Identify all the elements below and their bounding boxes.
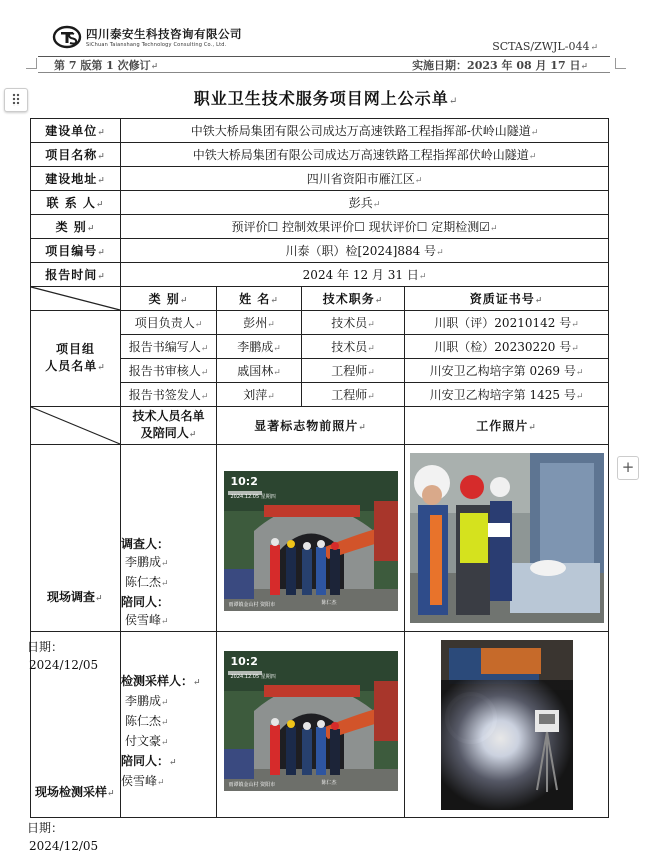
address-value: 四川省资阳市雁江区 ↵ bbox=[121, 167, 609, 191]
sampling-date-label: 日期： bbox=[27, 820, 64, 835]
project-team-label-2: 人员名单 ↵ bbox=[45, 359, 106, 373]
staff-title: 工程师 ↵ bbox=[302, 359, 405, 383]
staff-row bbox=[31, 311, 609, 335]
staff-role: 报告书编写人 ↵ bbox=[121, 335, 217, 359]
contact-label: 联 系 人 ↵ bbox=[31, 191, 121, 215]
document-code: SCTAS/ZWJL-044 ↵ bbox=[492, 40, 598, 53]
margin-corner-mark bbox=[615, 58, 626, 69]
photo-header-row bbox=[31, 407, 609, 445]
sampler-name: 陈仁杰 ↵ bbox=[121, 712, 214, 732]
survey-work-photo bbox=[410, 453, 604, 623]
category-label: 类 别 ↵ bbox=[31, 215, 121, 239]
report-time-label: 报告时间 ↵ bbox=[31, 263, 121, 287]
unit-label: 建设单位 ↵ bbox=[31, 119, 121, 143]
add-row-icon[interactable]: + bbox=[617, 456, 639, 480]
row-address bbox=[31, 167, 609, 191]
diagonal-header-cell bbox=[31, 287, 121, 311]
row-project bbox=[31, 143, 609, 167]
project-team-label bbox=[31, 311, 121, 407]
survey-row bbox=[31, 445, 609, 632]
survey-label: 现场调查↵ bbox=[47, 590, 103, 604]
company-logo bbox=[52, 24, 242, 50]
staff-role: 项目负责人 ↵ bbox=[121, 311, 217, 335]
address-label: 建设地址 ↵ bbox=[31, 167, 121, 191]
names-header-1: 技术人员名单 bbox=[132, 408, 205, 423]
photo-user: 陈仁杰 bbox=[321, 779, 337, 786]
staff-name: 戚国林 ↵ bbox=[217, 359, 302, 383]
names-header bbox=[121, 407, 217, 445]
sampler-name: 李鹏成 ↵ bbox=[121, 692, 214, 712]
page-title: 职业卫生技术服务项目网上公示单 ↵ bbox=[0, 86, 652, 109]
staff-role: 报告书签发人 ↵ bbox=[121, 383, 217, 407]
sampling-tunnel-photo bbox=[224, 651, 398, 791]
staff-header-cert: 资质证书号 ↵ bbox=[405, 287, 609, 311]
staff-title: 工程师 ↵ bbox=[302, 383, 405, 407]
revision-line bbox=[38, 57, 610, 71]
row-unit bbox=[31, 119, 609, 143]
number-label: 项目编号 ↵ bbox=[31, 239, 121, 263]
survey-work-photo-cell bbox=[405, 445, 609, 632]
company-name-en: SiChuan Taianshang Technology Consulting Co., Ltd. bbox=[86, 42, 227, 48]
sampling-label: 现场检测采样↵ bbox=[35, 784, 115, 799]
investigators-label: 调查人： bbox=[121, 537, 170, 551]
staff-header-title: 技术职务 ↵ bbox=[302, 287, 405, 311]
samplers-label: 检测采样人： ↵ bbox=[121, 674, 201, 688]
category-value: 预评价☐ 控制效果评价☐ 现状评价☐ 定期检测☑ ↵ bbox=[121, 215, 609, 239]
sampling-label-cell bbox=[27, 632, 121, 853]
investigator-name: 陈仁杰 ↵ bbox=[121, 573, 214, 593]
row-report-time bbox=[31, 263, 609, 287]
staff-cert: 川职（检）20230220 号 ↵ bbox=[405, 335, 609, 359]
companion-name: 侯雪峰 ↵ bbox=[121, 772, 214, 792]
companion-name: 侯雪峰 ↵ bbox=[121, 611, 214, 631]
unit-value: 中铁大桥局集团有限公司成达万高速铁路工程指挥部-伏岭山隧道 ↵ bbox=[121, 119, 609, 143]
staff-name: 彭州 ↵ bbox=[217, 311, 302, 335]
staff-header-name: 姓 名 ↵ bbox=[217, 287, 302, 311]
sampling-date: 2024/12/05 bbox=[29, 838, 99, 853]
project-team-label-1: 项目组 bbox=[55, 341, 95, 356]
effective-date: 实施日期：2023 年 08 月 17 日 ↵ bbox=[412, 57, 588, 73]
row-category bbox=[31, 215, 609, 239]
work-photo-header: 工作照片 ↵ bbox=[405, 407, 609, 445]
survey-tunnel-photo bbox=[224, 471, 398, 611]
staff-header-row bbox=[31, 287, 609, 311]
investigator-name: 李鹏成 ↵ bbox=[121, 553, 214, 573]
companion-label: 陪同人： ↵ bbox=[121, 754, 177, 768]
staff-title: 技术员 ↵ bbox=[302, 311, 405, 335]
survey-label-cell bbox=[27, 445, 121, 672]
sampling-work-photo-cell bbox=[405, 632, 609, 818]
staff-role: 报告书审核人 ↵ bbox=[121, 359, 217, 383]
diagonal-header-cell bbox=[31, 407, 121, 445]
staff-cert: 川职（评）20210142 号 ↵ bbox=[405, 311, 609, 335]
staff-title: 技术员 ↵ bbox=[302, 335, 405, 359]
sampling-work-photo bbox=[441, 640, 573, 810]
photo-user: 陈仁杰 bbox=[321, 600, 337, 606]
contact-value: 彭兵 ↵ bbox=[121, 191, 609, 215]
revision-text: 第 7 版第 1 次修订 ↵ bbox=[54, 57, 158, 73]
photo-location: 雨谭镇金山村 资阳市 bbox=[228, 781, 276, 788]
photo-timestamp: 10:2 bbox=[230, 654, 258, 668]
staff-cert: 川安卫乙构培字第 0269 号 ↵ bbox=[405, 359, 609, 383]
company-logo-mark bbox=[52, 24, 82, 50]
photo-datestamp: 2024.12.05 星期四 bbox=[230, 673, 276, 680]
sign-photo-header: 显著标志物前照片 ↵ bbox=[217, 407, 405, 445]
report-time-value: 2024 年 12 月 31 日 ↵ bbox=[121, 263, 609, 287]
sampler-name: 付文豪 ↵ bbox=[121, 732, 214, 752]
staff-name: 刘萍 ↵ bbox=[217, 383, 302, 407]
staff-cert: 川安卫乙构培字第 1425 号 ↵ bbox=[405, 383, 609, 407]
sampling-row bbox=[31, 632, 609, 818]
row-number bbox=[31, 239, 609, 263]
photo-location: 雨谭镇金山村 资阳市 bbox=[228, 602, 276, 608]
staff-header-category: 类 别 ↵ bbox=[121, 287, 217, 311]
survey-people-cell bbox=[121, 445, 217, 632]
sampling-sign-photo-cell bbox=[217, 632, 405, 818]
number-value: 川泰（职）检[2024]884 号 ↵ bbox=[121, 239, 609, 263]
staff-name: 李鹏成 ↵ bbox=[217, 335, 302, 359]
survey-date-label: 日期： bbox=[27, 640, 64, 654]
names-header-2: 及陪同人 ↵ bbox=[141, 426, 197, 440]
row-contact bbox=[31, 191, 609, 215]
header-divider-2 bbox=[38, 72, 610, 73]
survey-date: 2024/12/05 bbox=[29, 658, 99, 672]
companion-label: 陪同人： bbox=[121, 595, 170, 609]
company-name-cn: 四川泰安生科技咨询有限公司 bbox=[86, 27, 242, 41]
photo-timestamp: 10:2 bbox=[230, 475, 258, 488]
announcement-table bbox=[27, 118, 609, 853]
photo-datestamp: 2024.12.05 星期四 bbox=[230, 494, 276, 500]
sampling-people-cell bbox=[121, 632, 217, 818]
margin-corner-mark bbox=[26, 58, 37, 69]
project-label: 项目名称 ↵ bbox=[31, 143, 121, 167]
survey-sign-photo-cell bbox=[217, 445, 405, 632]
project-value: 中铁大桥局集团有限公司成达万高速铁路工程指挥部伏岭山隧道 ↵ bbox=[121, 143, 609, 167]
